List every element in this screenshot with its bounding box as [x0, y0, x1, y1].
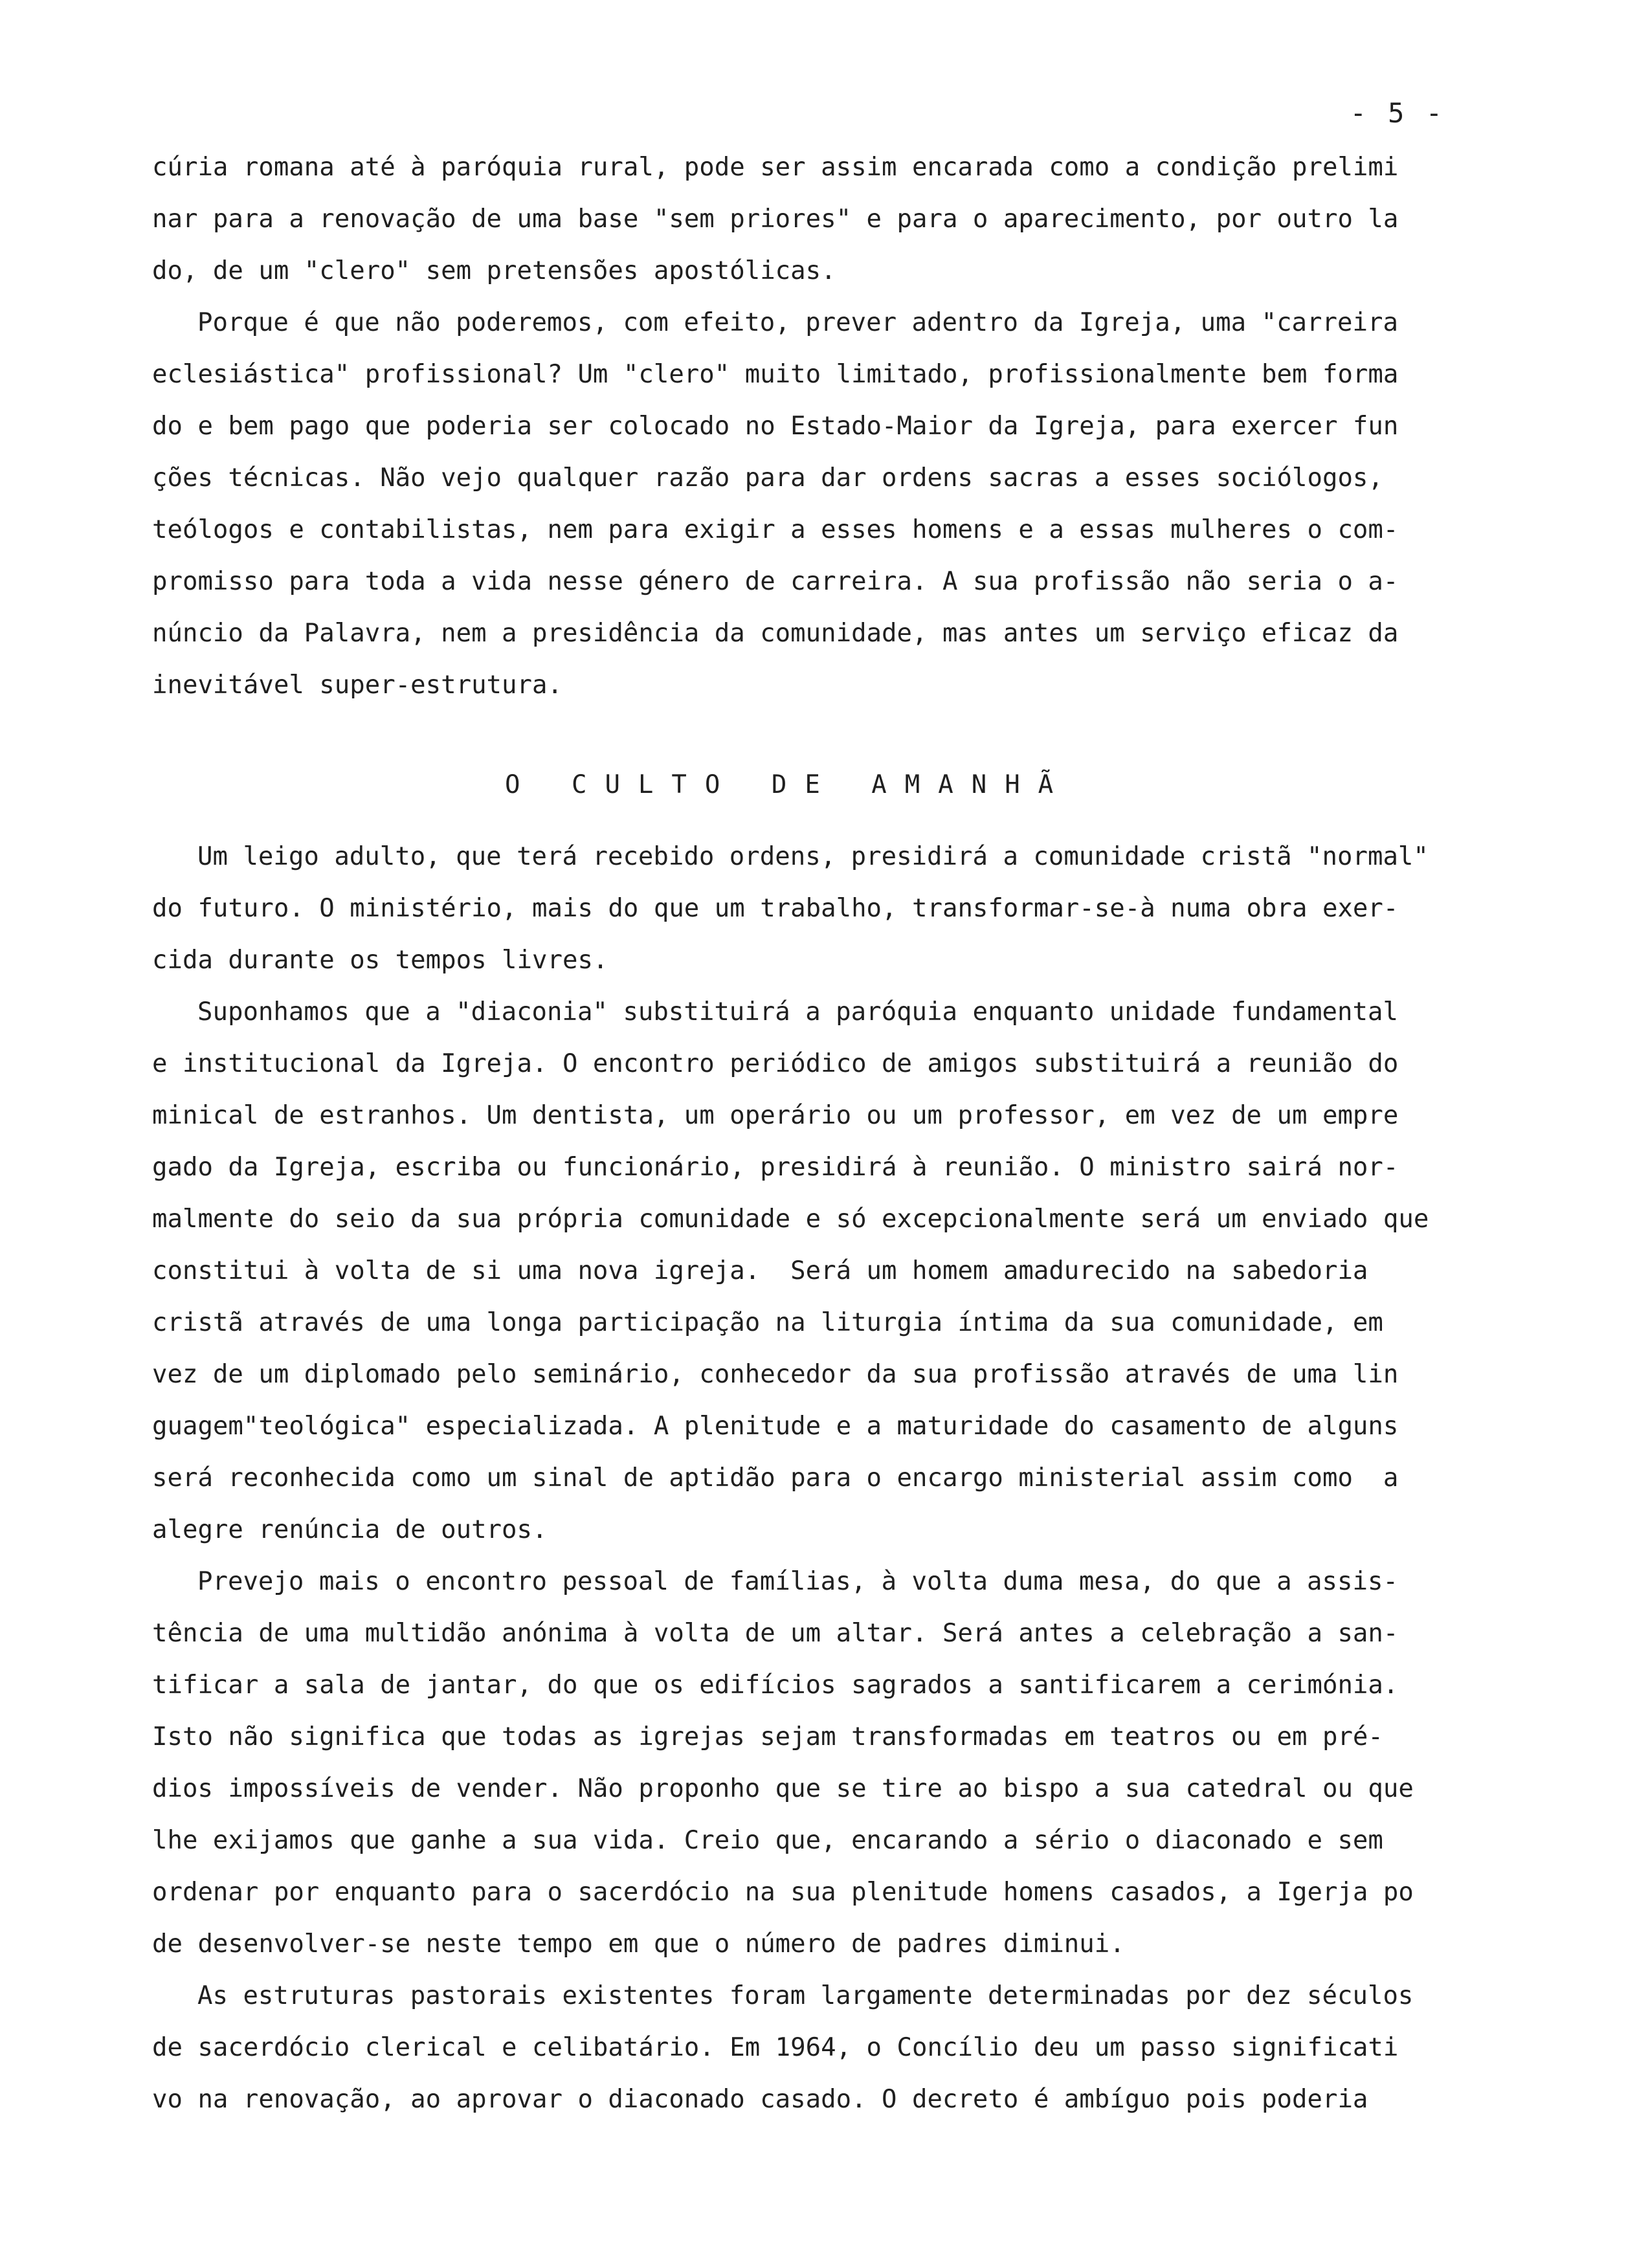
text-line: do, de um "clero" sem pretensões apostólicas. [152, 256, 836, 285]
text-line: lhe exijamos que ganhe a sua vida. Creio que, encarando a sério o diaconado e sem [152, 1826, 1383, 1855]
text-line: vez de um diplomado pelo seminário, conhecedor da sua profissão através de uma lin [152, 1360, 1399, 1389]
text-line: As estruturas pastorais existentes foram largamente determinadas por dez séculos [197, 1981, 1414, 2010]
text-line: guagem"teológica" especializada. A plenitude e a maturidade do casamento de alguns [152, 1412, 1399, 1441]
text-line: nar para a renovação de uma base "sem priores" e para o aparecimento, por outro la [152, 205, 1399, 234]
text-line: Suponhamos que a "diaconia" substituirá a paróquia enquanto unidade fundamental [197, 997, 1398, 1027]
text-line: Um leigo adulto, que terá recebido ordens, presidirá a comunidade cristã "normal" [197, 842, 1429, 871]
text-line: será reconhecida como um sinal de aptidão para o encargo ministerial assim como a [152, 1463, 1399, 1493]
text-line: tência de uma multidão anónima à volta de um altar. Será antes a celebração a san- [152, 1619, 1399, 1648]
text-line: gado da Igreja, escriba ou funcionário, presidirá à reunião. O ministro sairá nor- [152, 1153, 1399, 1182]
text-line: dios impossíveis de vender. Não proponho que se tire ao bispo a sua catedral ou que [152, 1774, 1414, 1803]
text-line: vo na renovação, ao aprovar o diaconado casado. O decreto é ambíguo pois poderia [152, 2085, 1368, 2114]
text-line: minical de estranhos. Um dentista, um operário ou um professor, em vez de um empre [152, 1101, 1399, 1130]
text-line: alegre renúncia de outros. [152, 1515, 548, 1544]
text-line: de desenvolver-se neste tempo em que o número de padres diminui. [152, 1929, 1125, 1959]
text-line: de sacerdócio clerical e celibatário. Em 1964, o Concílio deu um passo significati [152, 2033, 1399, 2062]
text-line: Isto não significa que todas as igrejas sejam transformadas em teatros ou em pré- [152, 1722, 1383, 1751]
text-line: do e bem pago que poderia ser colocado no Estado-Maior da Igreja, para exercer fun [152, 412, 1399, 441]
text-line: e institucional da Igreja. O encontro periódico de amigos substituirá a reunião do [152, 1049, 1399, 1078]
section-heading: O CULTO DE AMANHÃ [505, 770, 1072, 799]
text-line: do futuro. O ministério, mais do que um trabalho, transformar-se-à numa obra exer- [152, 894, 1399, 923]
text-line: tificar a sala de jantar, do que os edifícios sagrados a santificarem a cerimónia. [152, 1671, 1399, 1700]
text-line: constitui à volta de si uma nova igreja. Será um homem amadurecido na sabedoria [152, 1256, 1368, 1285]
text-line: ções técnicas. Não vejo qualquer razão para dar ordens sacras a esses sociólogos, [152, 463, 1383, 493]
text-line: teólogos e contabilistas, nem para exigir a esses homens e a essas mulheres o com- [152, 515, 1399, 544]
text-line: ordenar por enquanto para o sacerdócio na sua plenitude homens casados, a Igerja po [152, 1878, 1414, 1907]
text-line: promisso para toda a vida nesse género de carreira. A sua profissão não seria o a- [152, 567, 1399, 596]
text-line: cida durante os tempos livres. [152, 946, 608, 975]
page-number: - 5 - [1350, 97, 1445, 129]
text-line: cristã através de uma longa participação na liturgia íntima da sua comunidade, em [152, 1308, 1383, 1337]
text-line: malmente do seio da sua própria comunidade e só excepcionalmente será um enviado que [152, 1205, 1429, 1234]
text-line: inevitável super-estrutura. [152, 671, 562, 700]
text-line: Porque é que não poderemos, com efeito, prever adentro da Igreja, uma "carreira [197, 308, 1398, 337]
text-line: cúria romana até à paróquia rural, pode ser assim encarada como a condição prelimi [152, 153, 1399, 182]
text-line: Prevejo mais o encontro pessoal de famílias, à volta duma mesa, do que a assis- [197, 1567, 1398, 1596]
text-line: núncio da Palavra, nem a presidência da comunidade, mas antes um serviço eficaz da [152, 619, 1399, 648]
text-line: eclesiástica" profissional? Um "clero" muito limitado, profissionalmente bem forma [152, 360, 1399, 389]
